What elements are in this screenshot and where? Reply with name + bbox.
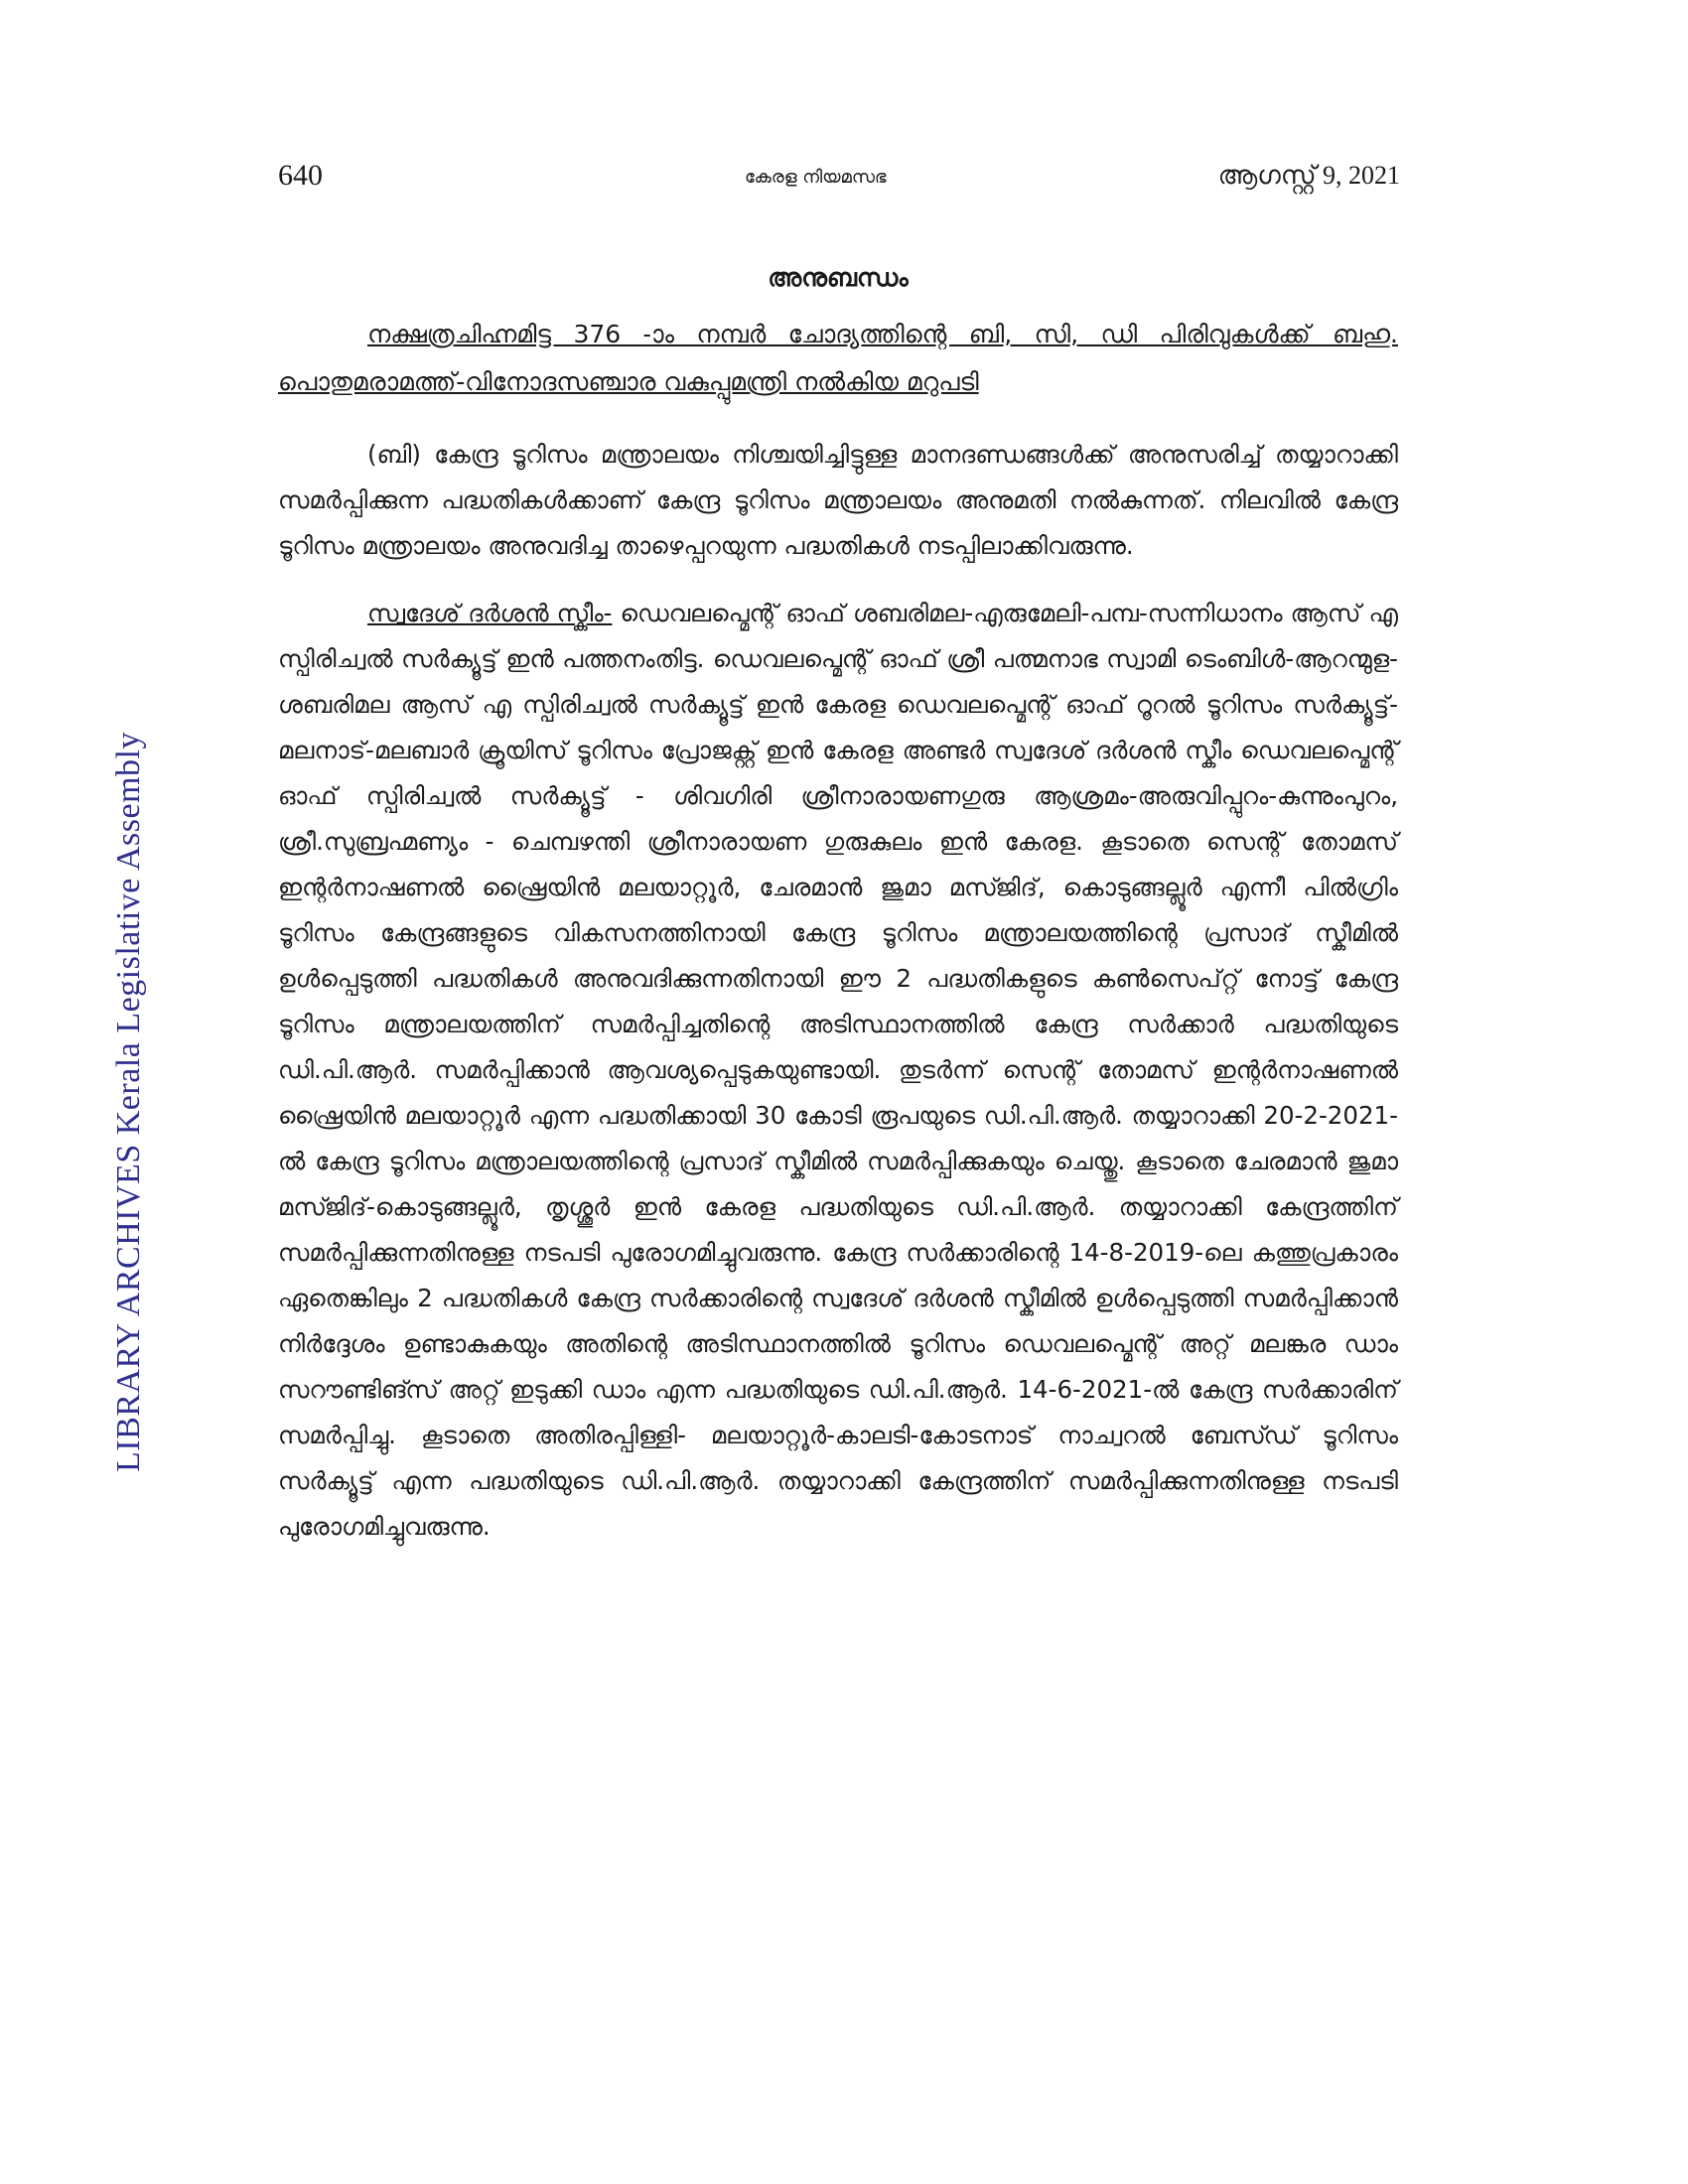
paragraph-b: (ബി) കേന്ദ്ര ടൂറിസം മന്ത്രാലയം നിശ്ചയിച്ചിട്ടുള്ള മാനദണ്ഡങ്ങൾക്ക് അനുസരിച്ച് തയ്യാറാക്കി സമർപ്പിക്കുന്ന പദ്ധതികൾക്കാണ് കേന്ദ്ര ടൂറിസം മന്ത്രാലയം അനുമതി നൽകുന്നത്. നിലവിൽ കേന്ദ്ര ടൂറിസം മന്ത്രാലയം അനുവദിച്ച താഴെപ്പറയുന്ന പദ്ധതികൾ നടപ്പിലാക്കിവരുന്നു.	[278, 440, 1398, 560]
scheme-title: സ്വദേശ് ദർശൻ സ്കീം-	[367, 599, 613, 627]
page-number: 640	[278, 159, 323, 192]
question-reference-heading: നക്ഷത്രചിഹ്നമിട്ട 376 -ാം നമ്പർ ചോദ്യത്തിന്റെ ബി, സി, ഡി പിരിവുകൾക്ക് ബഹു. പൊതുമരാമത്ത്-വിനോദസഞ്ചാര വകുപ്പുമന്ത്രി നൽകിയ മറുപടി	[278, 320, 1398, 396]
assembly-name: കേരള നിയമസഭ	[745, 167, 887, 188]
document-body	[278, 263, 1398, 1571]
page-header	[278, 159, 1400, 208]
paragraph-swadesh-darshan	[278, 591, 1398, 1550]
header-date: ആഗസ്റ്റ് 9, 2021	[1217, 161, 1400, 190]
document-title: അനുബന്ധം	[768, 263, 909, 292]
scheme-body: ഡെവലപ്മെന്റ് ഓഫ് ശബരിമല-എരുമേലി-പമ്പ-സന്നിധാനം ആസ് എ സ്പിരിച്വൽ സർക്യൂട്ട് ഇൻ പത്തനംതിട്ട. ഡെവലപ്മെന്റ് ഓഫ് ശ്രീ പത്മനാഭ സ്വാമി ടെംബിൾ-ആറന്മുള-ശബരിമല ആസ് എ സ്പിരിച്വൽ സർക്യൂട്ട് ഇൻ കേരള ഡെവലപ്മെന്റ് ഓഫ് റൂറൽ ടൂറിസം സർക്യൂട്ട്-മലനാട്-മലബാർ ക്രൂയിസ് ടൂറിസം പ്രോജക്റ്റ് ഇൻ കേരള അണ്ടർ സ്വദേശ് ദർശൻ സ്കീം ഡെവലപ്മെന്റ് ഓഫ് സ്പിരിച്വൽ സർക്യൂട്ട് - ശിവഗിരി ശ്രീനാരായണഗുരു ആശ്രമം-അരുവിപ്പുറം-കുന്നുംപുറം, ശ്രീ.സുബ്രഹ്മണ്യം - ചെമ്പഴന്തി ശ്രീനാരായണ ഗുരുകുലം ഇൻ കേരള. കൂടാതെ സെന്റ് തോമസ് ഇന്റർനാഷണൽ ഷ്രൈയിൻ മലയാറ്റൂർ, ചേരമാൻ ജുമാ മസ്ജിദ്, കൊടുങ്ങല്ലൂർ എന്നീ പിൽഗ്രിം ടൂറിസം കേന്ദ്രങ്ങളുടെ വികസനത്തിനായി കേന്ദ്ര ടൂറിസം മന്ത്രാലയത്തിന്റെ പ്രസാദ് സ്കീമിൽ ഉൾപ്പെടുത്തി പദ്ധതികൾ അനുവദിക്കുന്നതിനായി ഈ 2 പദ്ധതികളുടെ കൺസെപ്റ്റ് നോട്ട് കേന്ദ്ര ടൂറിസം മന്ത്രാലയത്തിന് സമർപ്പിച്ചതിന്റെ അടിസ്ഥാനത്തിൽ കേന്ദ്ര സർക്കാർ പദ്ധതിയുടെ ഡി.പി.ആർ. സമർപ്പിക്കാൻ ആവശ്യപ്പെടുകയുണ്ടായി. തുടർന്ന് സെന്റ് തോമസ് ഇന്റർനാഷണൽ ഷ്രൈയിൻ മലയാറ്റൂർ എന്ന പദ്ധതിക്കായി 30 കോടി രൂപയുടെ ഡി.പി.ആർ. തയ്യാറാക്കി 20-2-2021-ൽ കേന്ദ്ര ടൂറിസം മന്ത്രാലയത്തിന്റെ പ്രസാദ് സ്കീമിൽ സമർപ്പിക്കുകയും ചെയ്തു. കൂടാതെ ചേരമാൻ ജുമാ മസ്ജിദ്-കൊടുങ്ങല്ലൂർ, തൃശ്ശൂർ ഇൻ കേരള പദ്ധതിയുടെ ഡി.പി.ആർ. തയ്യാറാക്കി കേന്ദ്രത്തിന് സമർപ്പിക്കുന്നതിനുള്ള നടപടി പുരോഗമിച്ചുവരുന്നു. കേന്ദ്ര സർക്കാരിന്റെ 14-8-2019-ലെ കത്തുപ്രകാരം ഏതെങ്കിലും 2 പദ്ധതികൾ കേന്ദ്ര സർക്കാരിന്റെ സ്വദേശ് ദർശൻ സ്കീമിൽ ഉൾപ്പെടുത്തി സമർപ്പിക്കാൻ നിർദ്ദേശം ഉണ്ടാകുകയും അതിന്റെ അടിസ്ഥാനത്തിൽ ടൂറിസം ഡെവലപ്മെന്റ് അറ്റ് മലങ്കര ഡാം സറൗണ്ടിങ്സ് അറ്റ് ഇടുക്കി ഡാം എന്ന പദ്ധതിയുടെ ഡി.പി.ആർ. 14-6-2021-ൽ കേന്ദ്ര സർക്കാരിന് സമർപ്പിച്ചു. കൂടാതെ അതിരപ്പിള്ളി- മലയാറ്റൂർ-കാലടി-കോടനാട് നാച്വറൽ ബേസ്ഡ് ടൂറിസം സർക്യൂട്ട് എന്ന പദ്ധതിയുടെ ഡി.പി.ആർ. തയ്യാറാക്കി കേന്ദ്രത്തിന് സമർപ്പിക്കുന്നതിനുള്ള നടപടി പുരോഗമിച്ചുവരുന്നു.	[278, 599, 1398, 1541]
archive-watermark: LIBRARY ARCHIVES Kerala Legislative Assembly	[110, 731, 147, 1473]
